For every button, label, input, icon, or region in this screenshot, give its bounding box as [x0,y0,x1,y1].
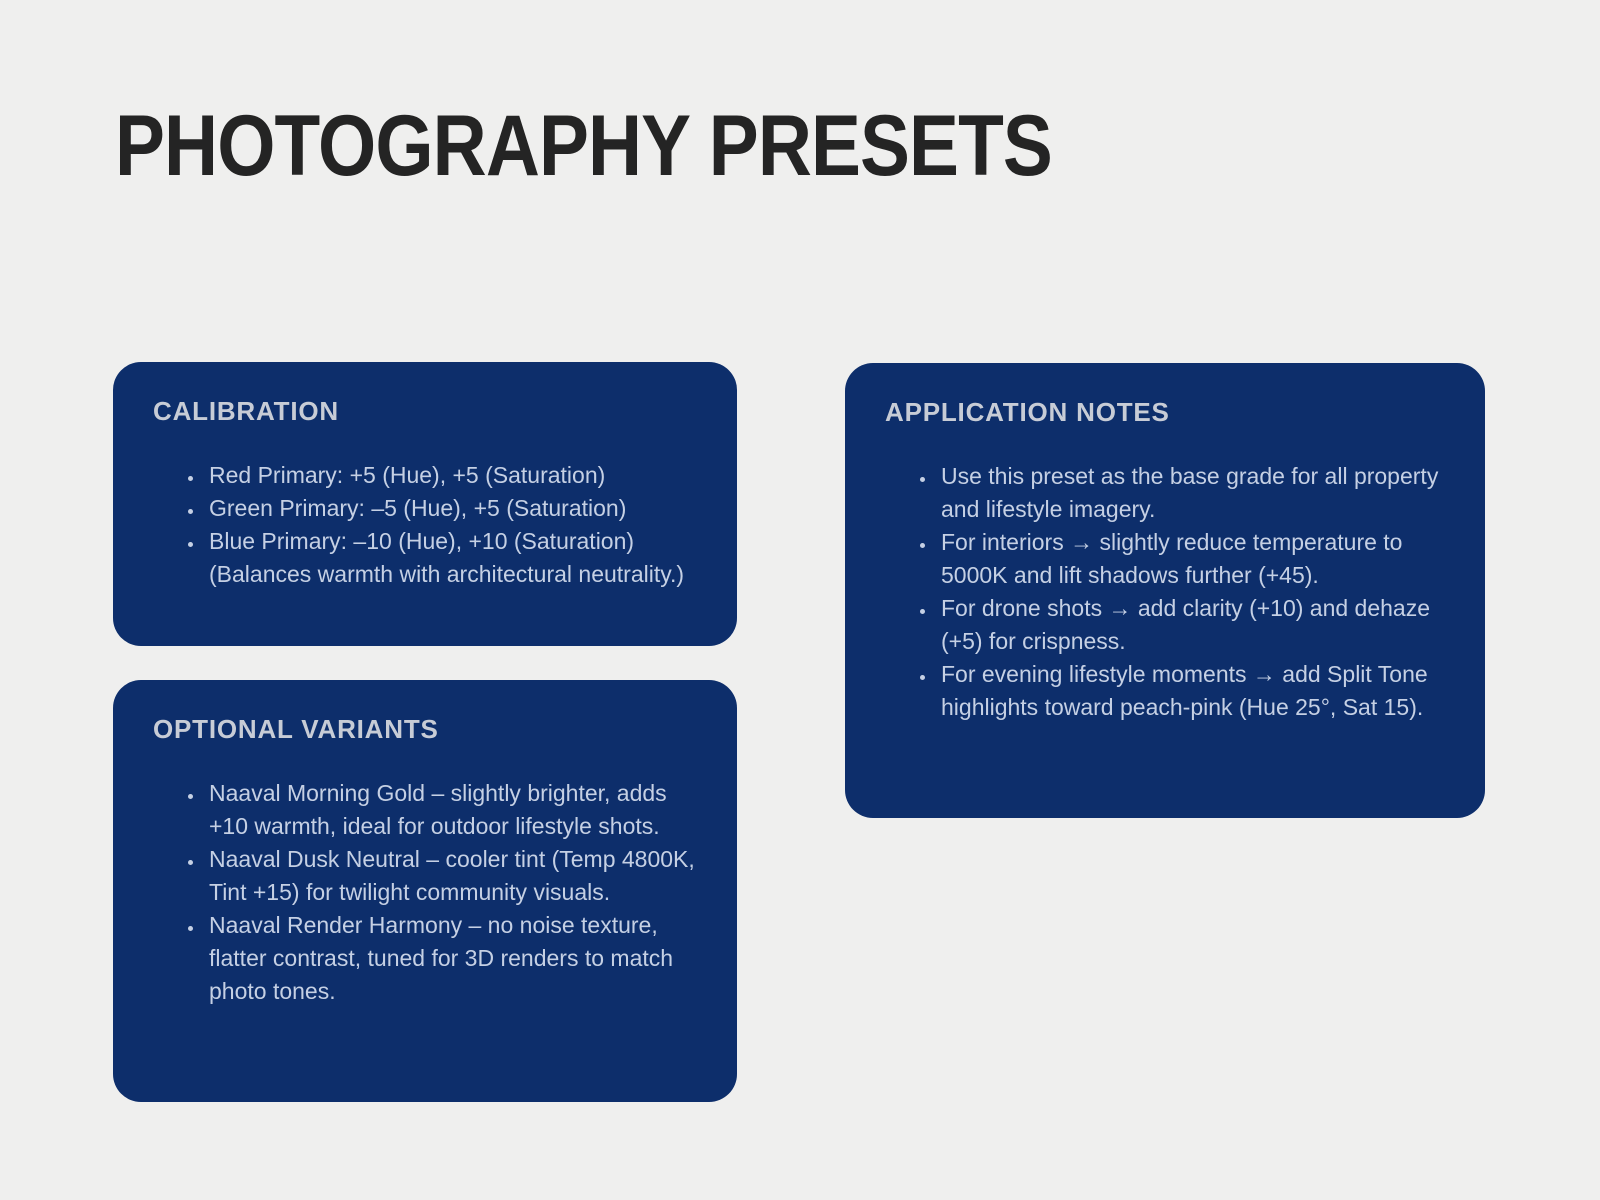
bullet-item: • For evening lifestyle moments → add Split Tone highlights toward peach-pink (Hue 25°, Sat 15). [937,658,1447,724]
card-calibration-heading: CALIBRATION [153,396,339,426]
page-title: PHOTOGRAPHY PRESETS [115,98,1052,194]
card-application-notes [845,363,1485,818]
card-optional-variants [113,680,737,1102]
bullet-item: • Blue Primary: –10 (Hue), +10 (Saturation) (Balances warmth with architectural neutrality.) [205,525,699,591]
card-application-notes-list [885,460,1447,724]
bullet-item: • Naaval Morning Gold – slightly brighter, adds +10 warmth, ideal for outdoor lifestyle shots. [205,777,699,843]
card-optional-variants-heading: OPTIONAL VARIANTS [153,714,439,744]
card-optional-variants-list [153,777,699,1008]
bullet-item: • For drone shots → add clarity (+10) and dehaze (+5) for crispness. [937,592,1447,658]
card-calibration [113,362,737,646]
bullet-item: • Naaval Render Harmony – no noise texture, flatter contrast, tuned for 3D renders to match photo tones. [205,909,699,1008]
bullet-item: • Use this preset as the base grade for all property and lifestyle imagery. [937,460,1447,526]
bullet-item: • Red Primary: +5 (Hue), +5 (Saturation) [205,459,699,492]
bullet-item: • Green Primary: –5 (Hue), +5 (Saturation) [205,492,699,525]
card-application-notes-heading: APPLICATION NOTES [885,397,1170,427]
bullet-item: • For interiors → slightly reduce temperature to 5000K and lift shadows further (+45). [937,526,1447,592]
card-calibration-list [153,459,699,591]
bullet-item: • Naaval Dusk Neutral – cooler tint (Temp 4800K, Tint +15) for twilight community visuals. [205,843,699,909]
